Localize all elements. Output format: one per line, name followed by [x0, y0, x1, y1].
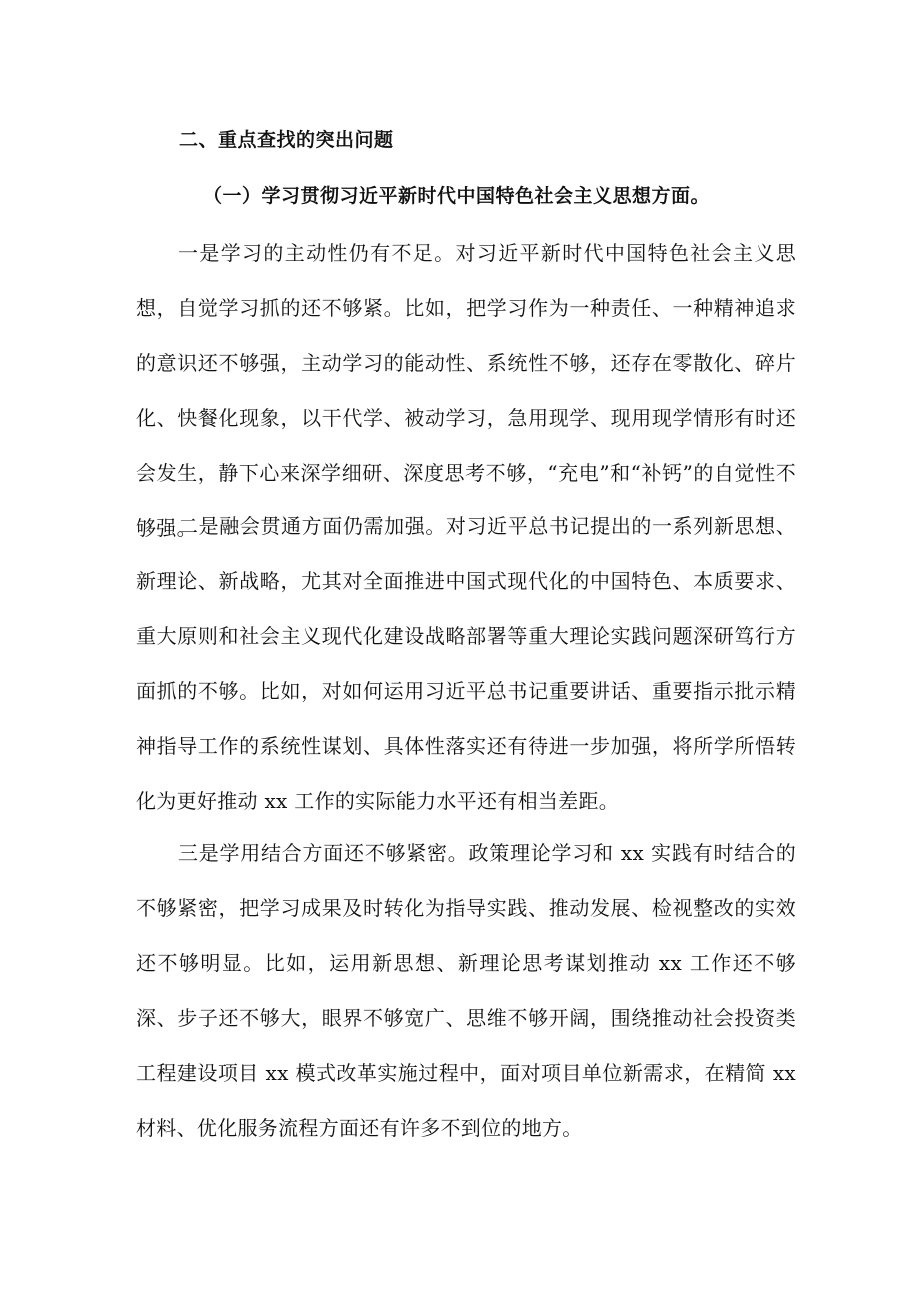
- subsection-heading: （一）学习贯彻习近平新时代中国特色社会主义思想方面。: [203, 185, 711, 207]
- section-heading: 二、重点查找的突出问题: [179, 129, 394, 151]
- paragraph-3: 三是学用结合方面还不够紧密。政策理论学习和 xx 实践有时结合的不够紧密，把学习成果及时转化为指导实践、推动发展、检视整改的实效还不够明显。比如，运用新思想、新理论思考谋划推动 xx 工作还不够深、步子还不够大，眼界不够宽广、思维不够开阔，围绕推动社会投资类工程建设项目 xx 模式改革实施过程中，面对项目单位新需求，在精简 xx 材料、优化服务流程方面还有许多不到位的地方。: [136, 841, 796, 1140]
- paragraph-2: 二是融会贯通方面仍需加强。对习近平总书记提出的一系列新思想、新理论、新战略，尤其对全面推进中国式现代化的中国特色、本质要求、重大原则和社会主义现代化建设战略部署等重大理论实践问题深研笃行方面抓的不够。比如，对如何运用习近平总书记重要讲话、重要指示批示精神指导工作的系统性谋划、具体性落实还有待进一步加强，将所学所悟转化为更好推动 xx 工作的实际能力水平还有相当差距。: [136, 514, 796, 813]
- paragraph-1: 一是学习的主动性仍有不足。对习近平新时代中国特色社会主义思想，自觉学习抓的还不够紧。比如，把学习作为一种责任、一种精神追求的意识还不够强，主动学习的能动性、系统性不够，还存在零散化、碎片化、快餐化现象，以干代学、被动学习，急用现学、现用现学情形有时还会发生，静下心来深学细研、深度思考不够，“充电”和“补钙”的自觉性不够强。: [136, 241, 796, 540]
